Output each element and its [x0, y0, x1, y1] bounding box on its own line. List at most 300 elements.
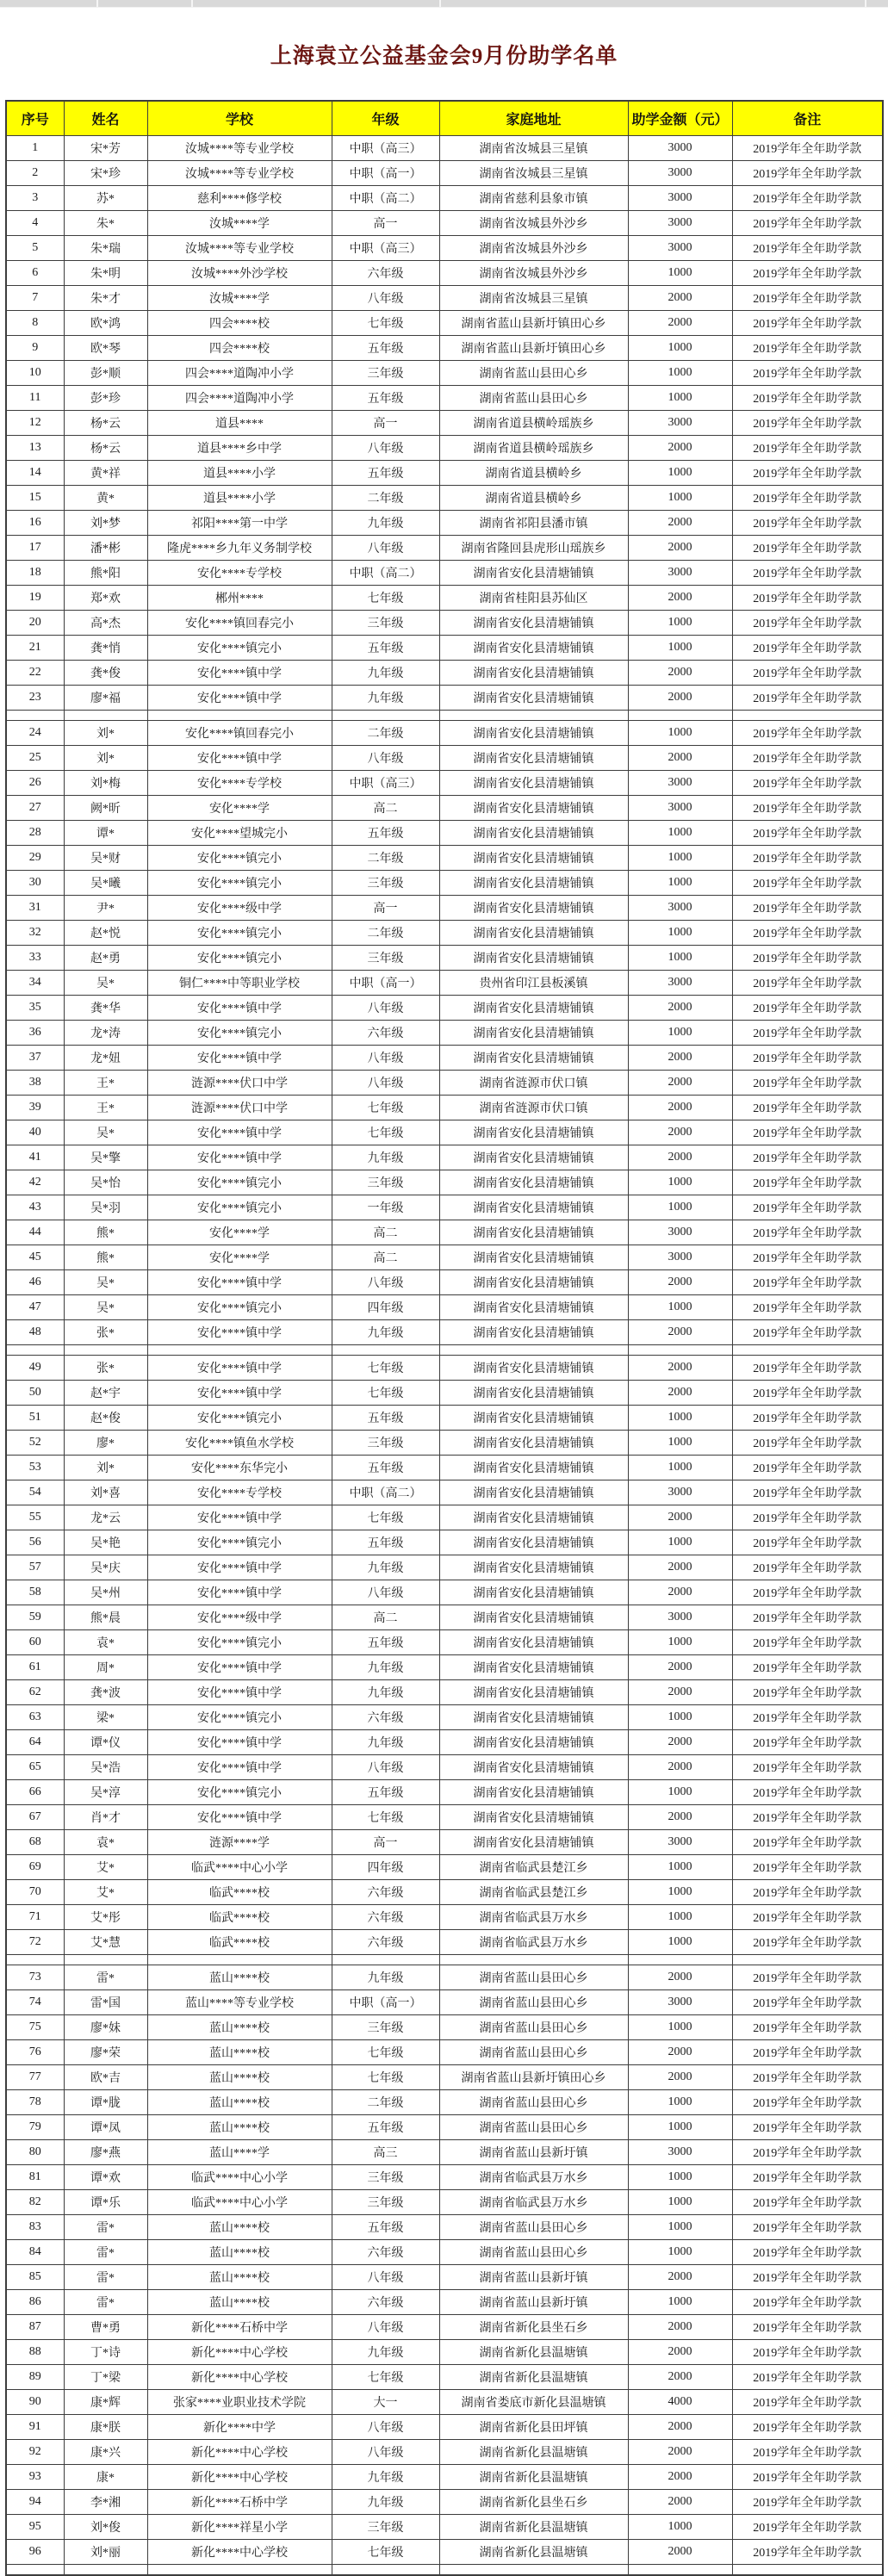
cell-amount: 1000	[628, 385, 732, 410]
cell-note: 2019学年全年助学款	[732, 720, 883, 745]
cell-serial: 57	[6, 1555, 64, 1580]
table-row	[6, 1455, 883, 1480]
cell-school: 安化****镇中学	[147, 1145, 332, 1170]
cell-serial: 16	[6, 510, 64, 535]
cell-name: 艾*彤	[64, 1904, 147, 1929]
cell-name: 周*	[64, 1654, 147, 1679]
cell-address: 湖南省安化县清塘铺镇	[439, 1120, 628, 1145]
cell-amount: 3000	[628, 560, 732, 585]
cell-name: 朱*明	[64, 260, 147, 285]
cell-serial: 14	[6, 460, 64, 485]
cell-note: 2019学年全年助学款	[732, 2139, 883, 2164]
cell-grade: 四年级	[332, 1294, 439, 1319]
table-row	[6, 2489, 883, 2514]
cell-name: 廖*	[64, 1430, 147, 1455]
cell-serial: 60	[6, 1629, 64, 1654]
cell-serial: 34	[6, 970, 64, 995]
cell-note: 2019学年全年助学款	[732, 795, 883, 820]
cell-address: 湖南省安化县清塘铺镇	[439, 1455, 628, 1480]
cell-serial: 30	[6, 870, 64, 895]
cell-amount: 1000	[628, 1170, 732, 1195]
cell-grade: 高二	[332, 795, 439, 820]
cell-address: 湖南省安化县清塘铺镇	[439, 720, 628, 745]
cell-address: 湖南省临武县万水乡	[439, 2189, 628, 2214]
cell-note: 2019学年全年助学款	[732, 1269, 883, 1294]
table-row	[6, 1904, 883, 1929]
table-row	[6, 1879, 883, 1904]
cell-school: 涟源****伏口中学	[147, 1070, 332, 1095]
cell-serial: 65	[6, 1754, 64, 1779]
cell-serial: 3	[6, 185, 64, 210]
cell-serial: 94	[6, 2489, 64, 2514]
cell-school: 四会****道陶冲小学	[147, 385, 332, 410]
cell-school: 安化****镇完小	[147, 1195, 332, 1220]
cell-school: 新化****中心学校	[147, 2439, 332, 2464]
cell-school: 道县****乡中学	[147, 435, 332, 460]
cell-amount: 2000	[628, 1269, 732, 1294]
cell-amount: 2000	[628, 1729, 732, 1754]
cell-grade: 七年级	[332, 2064, 439, 2089]
cell-address: 湖南省安化县清塘铺镇	[439, 920, 628, 945]
sheet-column-divider	[191, 0, 193, 7]
cell-address: 湖南省安化县清塘铺镇	[439, 1020, 628, 1045]
table-row	[6, 510, 883, 535]
cell-serial: 22	[6, 660, 64, 685]
cell-name: 吴*浩	[64, 1754, 147, 1779]
cell-grade: 九年级	[332, 1145, 439, 1170]
cell-school: 安化****镇中学	[147, 995, 332, 1020]
table-row	[6, 1269, 883, 1294]
cell-grade: 九年级	[332, 685, 439, 710]
column-header-school: 学校	[147, 101, 332, 135]
cell-grade: 高一	[332, 410, 439, 435]
table-row	[6, 1965, 883, 1989]
table-row	[6, 1530, 883, 1555]
cell-name: 艾*慧	[64, 1929, 147, 1954]
cell-serial: 11	[6, 385, 64, 410]
cell-serial: 44	[6, 1220, 64, 1245]
table-row	[6, 745, 883, 770]
cell-grade: 九年级	[332, 2489, 439, 2514]
cell-school: 安化****镇回春完小	[147, 610, 332, 635]
cell-amount: 1000	[628, 2089, 732, 2114]
cell-note: 2019学年全年助学款	[732, 970, 883, 995]
cell-school: 铜仁****中等职业学校	[147, 970, 332, 995]
cell-address: 湖南省蓝山县新圩镇田心乡	[439, 2064, 628, 2089]
table-row	[6, 2264, 883, 2289]
cell-note: 2019学年全年助学款	[732, 2414, 883, 2439]
cell-address: 湖南省汝城县外沙乡	[439, 235, 628, 260]
cell-note: 2019学年全年助学款	[732, 1070, 883, 1095]
cell-note: 2019学年全年助学款	[732, 945, 883, 970]
cell-serial: 79	[6, 2114, 64, 2139]
cell-name: 康*	[64, 2464, 147, 2489]
cell-address: 湖南省安化县清塘铺镇	[439, 945, 628, 970]
cell-school: 安化****镇中学	[147, 660, 332, 685]
table-row	[6, 1605, 883, 1629]
cell-serial: 40	[6, 1120, 64, 1145]
cell-name: 郑*欢	[64, 585, 147, 610]
cell-note: 2019学年全年助学款	[732, 1245, 883, 1269]
cell-amount: 1000	[628, 2164, 732, 2189]
table-row	[6, 2089, 883, 2114]
cell-note: 2019学年全年助学款	[732, 685, 883, 710]
cell-school: 安化****镇中学	[147, 685, 332, 710]
cell-amount: 1000	[628, 635, 732, 660]
table-row	[6, 1854, 883, 1879]
cell-school: 安化****镇中学	[147, 1120, 332, 1145]
cell-grade: 二年级	[332, 920, 439, 945]
cell-serial: 84	[6, 2239, 64, 2264]
cell-note: 2019学年全年助学款	[732, 1654, 883, 1679]
cell-name: 艾*	[64, 1854, 147, 1879]
cell-serial: 95	[6, 2514, 64, 2539]
cell-amount: 1000	[628, 945, 732, 970]
cell-school: 蓝山****校	[147, 2014, 332, 2039]
cell-address: 贵州省印江县板溪镇	[439, 970, 628, 995]
cell-note: 2019学年全年助学款	[732, 1170, 883, 1195]
cell-amount: 1000	[628, 1779, 732, 1804]
cell-note: 2019学年全年助学款	[732, 635, 883, 660]
cell-name: 张*	[64, 1355, 147, 1380]
cell-name: 杨*云	[64, 410, 147, 435]
cell-school: 郴州****	[147, 585, 332, 610]
cell-grade: 中职（高三）	[332, 235, 439, 260]
cell-address: 湖南省安化县清塘铺镇	[439, 1294, 628, 1319]
table-row	[6, 2239, 883, 2264]
cell-amount: 2000	[628, 1654, 732, 1679]
cell-amount: 2000	[628, 1580, 732, 1605]
cell-note: 2019学年全年助学款	[732, 1989, 883, 2014]
cell-address: 湖南省安化县清塘铺镇	[439, 1245, 628, 1269]
cell-serial: 82	[6, 2189, 64, 2214]
cell-note: 2019学年全年助学款	[732, 335, 883, 360]
table-row	[6, 870, 883, 895]
cell-amount: 1000	[628, 2514, 732, 2539]
table-row	[6, 160, 883, 185]
cell-note: 2019学年全年助学款	[732, 1319, 883, 1344]
cell-grade: 八年级	[332, 2439, 439, 2464]
cell-address: 湖南省安化县清塘铺镇	[439, 995, 628, 1020]
cell-name: 吴*擎	[64, 1145, 147, 1170]
cell-address: 湖南省安化县清塘铺镇	[439, 745, 628, 770]
cell-amount: 2000	[628, 1505, 732, 1530]
cell-name: 吴*财	[64, 845, 147, 870]
cell-grade: 三年级	[332, 1430, 439, 1455]
table-row	[6, 1220, 883, 1245]
cell-school: 新化****石桥中学	[147, 2489, 332, 2514]
cell-amount: 1000	[628, 1405, 732, 1430]
cell-school: 临武****校	[147, 1904, 332, 1929]
cell-school: 安化****镇中学	[147, 1679, 332, 1704]
table-row	[6, 1070, 883, 1095]
cell-amount: 3000	[628, 410, 732, 435]
cell-address: 湖南省安化县清塘铺镇	[439, 845, 628, 870]
cell-amount: 2000	[628, 2339, 732, 2364]
cell-school: 临武****中心小学	[147, 1854, 332, 1879]
gap-cell	[64, 710, 147, 720]
cell-note: 2019学年全年助学款	[732, 1405, 883, 1430]
cell-name: 朱*	[64, 210, 147, 235]
gap-cell	[628, 1344, 732, 1355]
cell-grade: 八年级	[332, 535, 439, 560]
cell-amount: 2000	[628, 745, 732, 770]
cell-note: 2019学年全年助学款	[732, 1879, 883, 1904]
cell-school: 安化****镇中学	[147, 1269, 332, 1294]
table-row	[6, 485, 883, 510]
cell-amount: 1000	[628, 1020, 732, 1045]
cell-grade: 三年级	[332, 1170, 439, 1195]
cell-note: 2019学年全年助学款	[732, 410, 883, 435]
cell-name: 黄*	[64, 485, 147, 510]
cell-grade: 五年级	[332, 2214, 439, 2239]
gap-cell	[628, 1954, 732, 1965]
cell-address: 湖南省安化县清塘铺镇	[439, 1555, 628, 1580]
cell-school: 汝城****学	[147, 285, 332, 310]
cell-address: 湖南省安化县清塘铺镇	[439, 1170, 628, 1195]
cell-grade: 五年级	[332, 635, 439, 660]
cell-address: 湖南省蓝山县田心乡	[439, 2214, 628, 2239]
cell-note: 2019学年全年助学款	[732, 895, 883, 920]
cell-note: 2019学年全年助学款	[732, 1605, 883, 1629]
page-break-gap	[6, 710, 883, 720]
cell-school: 安化****镇中学	[147, 1729, 332, 1754]
cell-school: 安化****镇完小	[147, 1629, 332, 1654]
cell-amount: 1000	[628, 2214, 732, 2239]
cell-amount: 3000	[628, 895, 732, 920]
cell-address: 湖南省安化县清塘铺镇	[439, 1430, 628, 1455]
cell-amount: 2000	[628, 2039, 732, 2064]
cell-address: 湖南省蓝山县田心乡	[439, 2089, 628, 2114]
table-row	[6, 795, 883, 820]
cell-note: 2019学年全年助学款	[732, 160, 883, 185]
cell-grade: 高二	[332, 1245, 439, 1269]
cell-grade: 五年级	[332, 1455, 439, 1480]
cell-school: 安化****专学校	[147, 1480, 332, 1505]
cell-school: 蓝山****等专业学校	[147, 1989, 332, 2014]
cell-grade: 八年级	[332, 1070, 439, 1095]
cell-name: 欧*吉	[64, 2064, 147, 2089]
cell-amount: 1000	[628, 845, 732, 870]
cell-name: 谭*欢	[64, 2164, 147, 2189]
cell-school: 蓝山****校	[147, 2289, 332, 2314]
cell-name: 吴*	[64, 970, 147, 995]
cell-grade: 中职（高一）	[332, 160, 439, 185]
cell-note: 2019学年全年助学款	[732, 1754, 883, 1779]
column-header-name: 姓名	[64, 101, 147, 135]
page-title: 上海袁立公益基金会9月份助学名单	[270, 44, 618, 68]
table-row	[6, 185, 883, 210]
cell-address: 湖南省新化县温塘镇	[439, 2539, 628, 2564]
cell-school: 临武****校	[147, 1929, 332, 1954]
cell-name: 吴*淳	[64, 1779, 147, 1804]
cell-serial: 52	[6, 1430, 64, 1455]
cell-school: 安化****镇完小	[147, 920, 332, 945]
cell-address: 湖南省涟源市伏口镇	[439, 1095, 628, 1120]
cell-note: 2019学年全年助学款	[732, 2164, 883, 2189]
cell-grade: 中职（高三）	[332, 770, 439, 795]
cell-serial: 26	[6, 770, 64, 795]
table-row	[6, 770, 883, 795]
cell-school: 安化****望城完小	[147, 820, 332, 845]
cell-grade: 大一	[332, 2389, 439, 2414]
cell-name: 潘*彬	[64, 535, 147, 560]
cell-note: 2019学年全年助学款	[732, 845, 883, 870]
cell-address: 湖南省安化县清塘铺镇	[439, 685, 628, 710]
cell-note: 2019学年全年助学款	[732, 535, 883, 560]
cell-address: 湖南省安化县清塘铺镇	[439, 870, 628, 895]
table-row	[6, 1145, 883, 1170]
table-row	[6, 1580, 883, 1605]
cell-address: 湖南省祁阳县潘市镇	[439, 510, 628, 535]
cell-school: 安化****镇回春完小	[147, 720, 332, 745]
cell-grade: 二年级	[332, 845, 439, 870]
cell-amount: 2000	[628, 1380, 732, 1405]
table-row	[6, 1779, 883, 1804]
cell-address: 湖南省蓝山县新圩镇田心乡	[439, 335, 628, 360]
gap-cell	[332, 710, 439, 720]
cell-name: 袁*	[64, 1629, 147, 1654]
cell-amount: 3000	[628, 160, 732, 185]
cell-note: 2019学年全年助学款	[732, 2514, 883, 2539]
cell-address: 湖南省蓝山县新圩镇田心乡	[439, 310, 628, 335]
cell-address: 湖南省安化县清塘铺镇	[439, 1220, 628, 1245]
cell-grade: 八年级	[332, 435, 439, 460]
column-header-amount: 助学金额（元）	[628, 101, 732, 135]
cell-note: 2019学年全年助学款	[732, 1505, 883, 1530]
cell-school: 慈利****修学校	[147, 185, 332, 210]
gap-cell	[732, 1954, 883, 1965]
cell-grade: 六年级	[332, 2289, 439, 2314]
cell-amount: 3000	[628, 235, 732, 260]
cell-name: 康*朕	[64, 2414, 147, 2439]
cell-grade: 中职（高二）	[332, 560, 439, 585]
table-row	[6, 2339, 883, 2364]
cell-address: 湖南省蓝山县新圩镇	[439, 2139, 628, 2164]
cell-amount: 2000	[628, 585, 732, 610]
cell-school: 涟源****学	[147, 1829, 332, 1854]
table-row	[6, 920, 883, 945]
cell-address: 湖南省蓝山县田心乡	[439, 1989, 628, 2014]
cell-note: 2019学年全年助学款	[732, 2539, 883, 2564]
cell-grade: 二年级	[332, 2089, 439, 2114]
cell-school: 新化****祥星小学	[147, 2514, 332, 2539]
cell-name: 吴*曦	[64, 870, 147, 895]
cell-name: 赵*宇	[64, 1380, 147, 1405]
cell-note: 2019学年全年助学款	[732, 995, 883, 1020]
cell-address: 湖南省临武县楚江乡	[439, 1854, 628, 1879]
cell-address: 湖南省道县横岭瑶族乡	[439, 410, 628, 435]
cell-note: 2019学年全年助学款	[732, 310, 883, 335]
cell-amount: 3000	[628, 210, 732, 235]
gap-cell	[147, 2564, 332, 2575]
table-row	[6, 1829, 883, 1854]
cell-amount: 2000	[628, 435, 732, 460]
cell-serial: 2	[6, 160, 64, 185]
cell-note: 2019学年全年助学款	[732, 235, 883, 260]
table-row	[6, 1430, 883, 1455]
cell-grade: 九年级	[332, 1679, 439, 1704]
cell-address: 湖南省汝城县三星镇	[439, 285, 628, 310]
cell-note: 2019学年全年助学款	[732, 1629, 883, 1654]
cell-serial: 24	[6, 720, 64, 745]
column-header-address: 家庭地址	[439, 101, 628, 135]
cell-amount: 1000	[628, 720, 732, 745]
cell-school: 蓝山****校	[147, 2239, 332, 2264]
cell-amount: 2000	[628, 2264, 732, 2289]
cell-amount: 1000	[628, 2114, 732, 2139]
cell-note: 2019学年全年助学款	[732, 460, 883, 485]
cell-amount: 2000	[628, 1145, 732, 1170]
cell-address: 湖南省安化县清塘铺镇	[439, 1405, 628, 1430]
cell-address: 湖南省临武县万水乡	[439, 1904, 628, 1929]
cell-note: 2019学年全年助学款	[732, 135, 883, 160]
table-row	[6, 260, 883, 285]
cell-serial: 20	[6, 610, 64, 635]
cell-amount: 1000	[628, 2014, 732, 2039]
cell-school: 安化****镇完小	[147, 1020, 332, 1045]
cell-serial: 25	[6, 745, 64, 770]
table-row	[6, 1120, 883, 1145]
table-row	[6, 2164, 883, 2189]
cell-address: 湖南省蓝山县田心乡	[439, 2039, 628, 2064]
cell-note: 2019学年全年助学款	[732, 1195, 883, 1220]
cell-note: 2019学年全年助学款	[732, 1555, 883, 1580]
gap-cell	[628, 2564, 732, 2575]
cell-serial: 66	[6, 1779, 64, 1804]
cell-address: 湖南省安化县清塘铺镇	[439, 1654, 628, 1679]
cell-serial: 49	[6, 1355, 64, 1380]
gap-cell	[147, 710, 332, 720]
cell-note: 2019学年全年助学款	[732, 1355, 883, 1380]
table-row	[6, 2039, 883, 2064]
cell-grade: 八年级	[332, 1580, 439, 1605]
cell-name: 谭*凤	[64, 2114, 147, 2139]
cell-amount: 1000	[628, 1294, 732, 1319]
cell-note: 2019学年全年助学款	[732, 585, 883, 610]
title-band	[0, 8, 888, 100]
cell-serial: 87	[6, 2314, 64, 2339]
cell-serial: 12	[6, 410, 64, 435]
cell-note: 2019学年全年助学款	[732, 2239, 883, 2264]
cell-school: 汝城****学	[147, 210, 332, 235]
cell-school: 新化****中学	[147, 2414, 332, 2439]
cell-grade: 中职（高二）	[332, 1480, 439, 1505]
cell-serial: 9	[6, 335, 64, 360]
cell-serial: 8	[6, 310, 64, 335]
cell-amount: 2000	[628, 2364, 732, 2389]
cell-name: 龙*云	[64, 1505, 147, 1530]
table-row	[6, 2439, 883, 2464]
table-row	[6, 2139, 883, 2164]
cell-grade: 八年级	[332, 1269, 439, 1294]
gap-cell	[64, 1954, 147, 1965]
cell-note: 2019学年全年助学款	[732, 1220, 883, 1245]
cell-amount: 2000	[628, 2064, 732, 2089]
column-header-serial: 序号	[6, 101, 64, 135]
cell-note: 2019学年全年助学款	[732, 1679, 883, 1704]
table-row	[6, 1170, 883, 1195]
cell-amount: 2000	[628, 1070, 732, 1095]
cell-school: 临武****中心小学	[147, 2164, 332, 2189]
table-row	[6, 135, 883, 160]
table-row	[6, 685, 883, 710]
cell-grade: 七年级	[332, 310, 439, 335]
cell-school: 安化****级中学	[147, 1605, 332, 1629]
table-row	[6, 995, 883, 1020]
cell-address: 湖南省汝城县外沙乡	[439, 210, 628, 235]
cell-serial: 54	[6, 1480, 64, 1505]
